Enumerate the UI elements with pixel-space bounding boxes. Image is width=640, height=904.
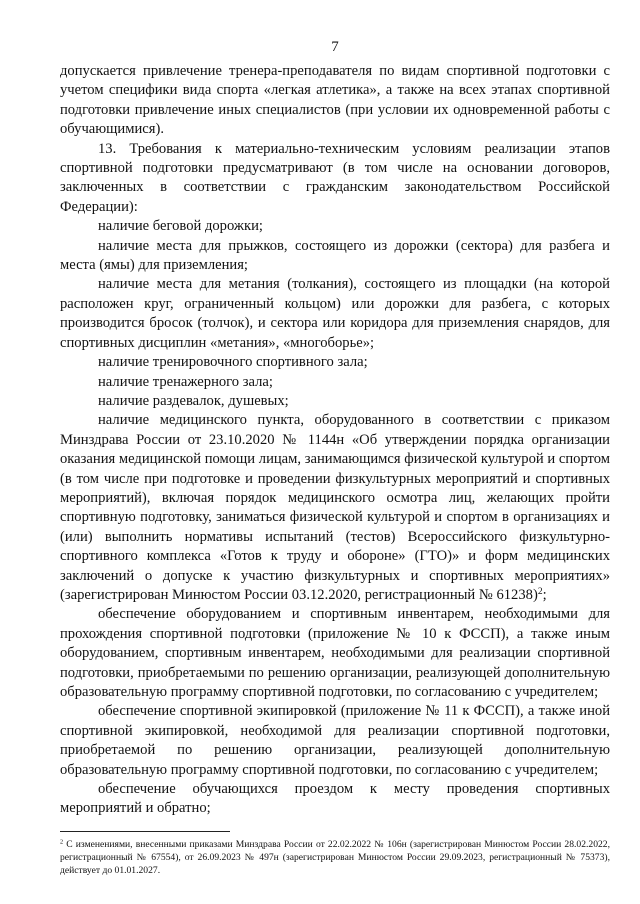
paragraph: 13. Требования к материально-техническим условиям реализации этапов спортивной подготовки предусматривают (в том числе на основании договоров, заключенных в соответствии с гражданским законодательством Российской Федерации): xyxy=(60,140,610,215)
paragraph: обеспечение оборудованием и спортивным инвентарем, необходимыми для прохождения спортивной подготовки (приложение № 10 к ФССП), а также иным оборудованием, спортивным инвентарем, необходимыми для реализации спортивной подготовки, приобретаемыми по решению организации, реализующей дополнительную образовательную программу спортивной подготовки, по согласованию с учредителем; xyxy=(60,606,610,700)
footnote-marker: 2 xyxy=(60,838,64,846)
footnote-text: С изменениями, внесенными приказами Минздрава России от 22.02.2022 № 106н (зарегистрирован Минюстом России 28.02.2022, регистрационный № 67554), от 26.09.2023 № 497н (зарегистрирован Минюстом России 29.09.2023, регистрационный № 75373), действует до 01.01.2027. xyxy=(60,838,610,876)
footnote xyxy=(60,838,610,877)
paragraph-with-footnote xyxy=(60,411,610,605)
paragraph: допускается привлечение тренера-преподавателя по видам спортивной подготовки с учетом специфики вида спорта «легкая атлетика», а также на всех этапах спортивной подготовки привлечение иных специалистов (при условии их одновременной работы с обучающимися). xyxy=(60,63,610,138)
footnote-reference[interactable]: 2 xyxy=(537,586,543,597)
paragraph: наличие места для прыжков, состоящего из дорожки (сектора) для разбега и места (ямы) для приземления; xyxy=(60,237,610,274)
paragraph: наличие тренировочного спортивного зала; xyxy=(98,354,368,371)
paragraph-tail: ; xyxy=(542,586,547,603)
footnote-divider xyxy=(60,831,230,832)
paragraph: наличие тренажерного зала; xyxy=(98,373,273,390)
paragraph: обеспечение спортивной экипировкой (приложение № 11 к ФССП), а также иной спортивной экипировкой, необходимой для реализации спортивной подготовки, приобретаемой по решению организации, реализующей дополнительную образовательную программу спортивной подготовки, по согласованию с учредителем; xyxy=(60,703,610,778)
paragraph-text: наличие медицинского пункта, оборудованного в соответствии с приказом Минздрава России от 23.10.2020 № 1144н «Об утверждении порядка организации оказания медицинской помощи лицам, занимающимся физической культурой и спортом (в том числе при подготовке и проведении физкультурных мероприятий и спортивных мероприятий), включая порядок медицинского осмотра лиц, желающих пройти спортивную подготовку, заниматься физической культурой и спортом в организациях и (или) выполнить нормативы испытаний (тестов) Всероссийского физкультурно-спортивного комплекса «Готов к труду и обороне» (ГТО)» и форм медицинских заключений о допуске к участию физкультурных и спортивных мероприятиях» (зарегистрирован Минюстом России 03.12.2020, регистрационный № 61238) xyxy=(60,412,610,603)
paragraph: обеспечение обучающихся проездом к месту проведения спортивных мероприятий и обратно; xyxy=(60,781,610,817)
paragraph: наличие беговой дорожки; xyxy=(98,218,263,235)
paragraph: наличие места для метания (толкания), состоящего из площадки (на которой расположен круг, ограниченный кольцом) или дорожки для разбега, с которых производится бросок (толчок), и сектора или коридора для приземления снарядов, для спортивных дисциплин «метания», «многоборье»; xyxy=(60,276,610,351)
body-text xyxy=(60,62,610,819)
page-number: 7 xyxy=(331,39,339,55)
paragraph: наличие раздевалок, душевых; xyxy=(98,392,289,409)
